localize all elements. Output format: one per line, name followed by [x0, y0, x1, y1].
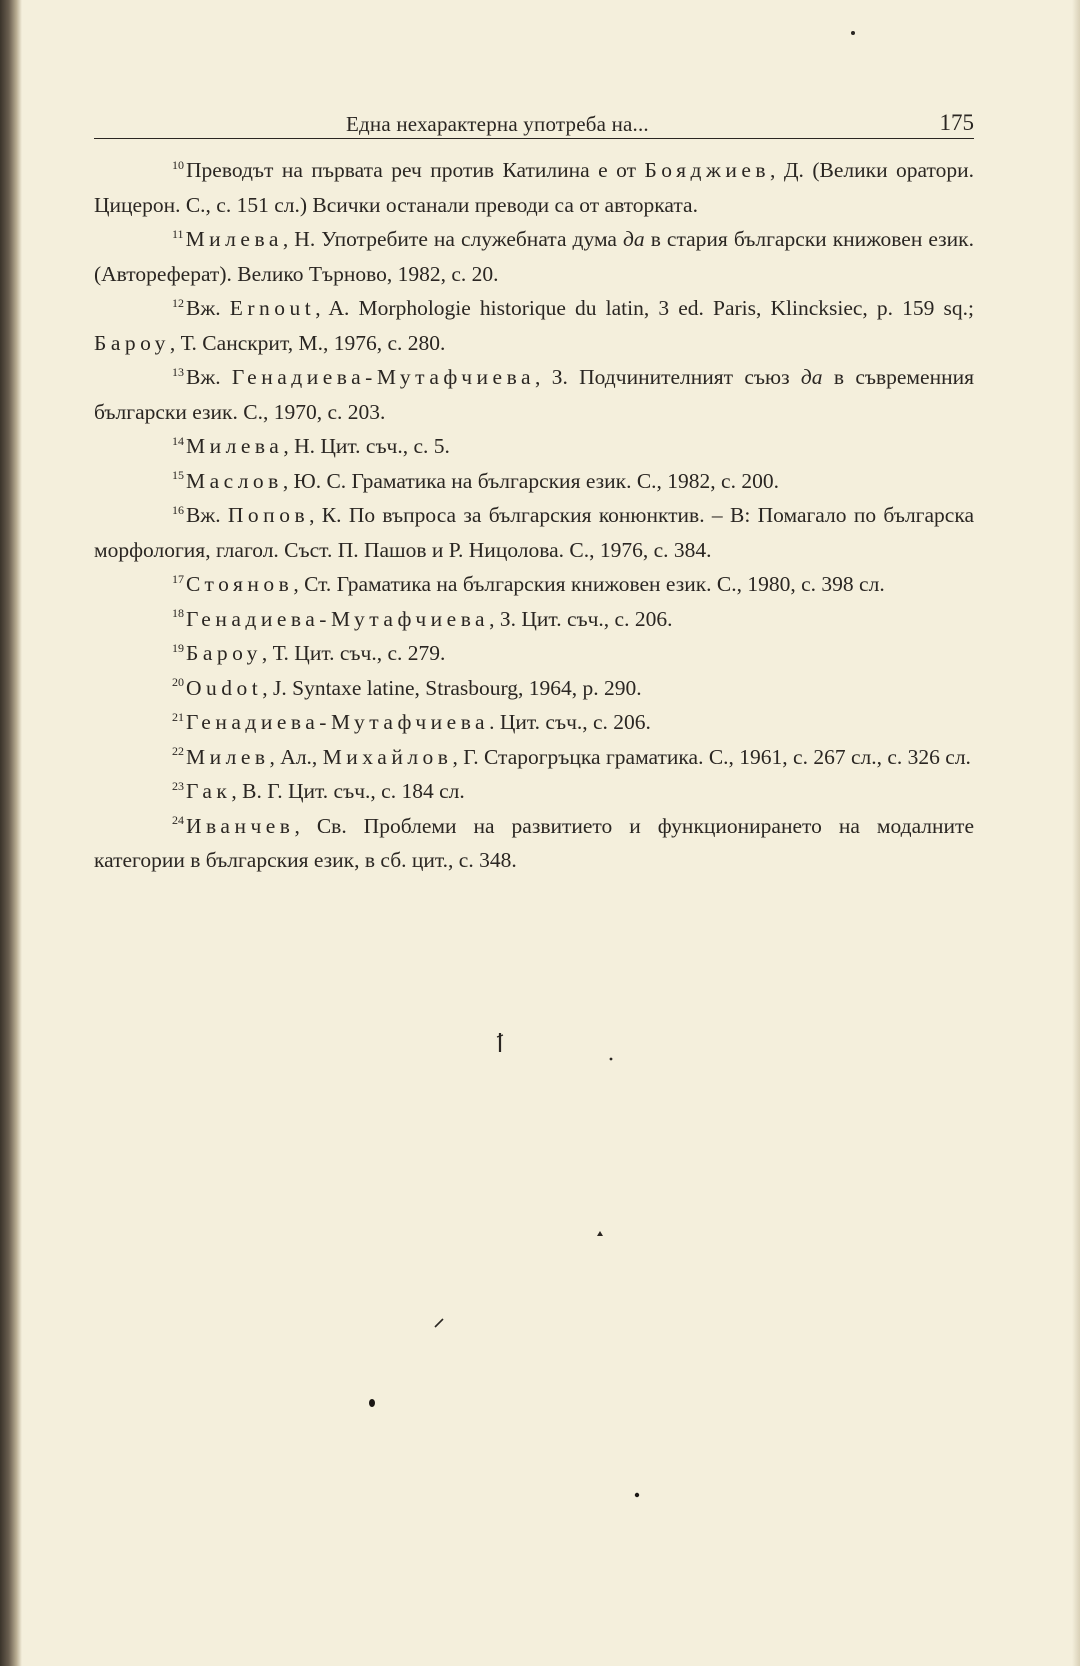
footnote-number: 10: [172, 157, 184, 172]
footnote-text: Вж.: [186, 503, 228, 527]
author-name: Стоянов: [186, 572, 294, 596]
footnote-text: , Ю. С. Граматика на българския език. С., 1982, с. 200.: [282, 468, 779, 493]
page-number: 175: [939, 110, 974, 135]
footnote-21: [94, 705, 974, 740]
footnote-text: Преводът на първата реч против Катилина е от: [186, 158, 645, 182]
footnote-text: в съвременния български език. С., 1970, с. 203.: [94, 365, 974, 424]
footnote-number: 17: [172, 571, 184, 586]
footnote-text: , Н. Цит. съч., с. 5.: [283, 434, 450, 458]
running-title: Една нехарактерна употреба на...: [346, 112, 649, 136]
footnotes: [94, 153, 974, 878]
footnote-text: , A. Morphologie historique du latin, 3 ed. Paris, Klincksiec, p. 159 sq.;: [315, 296, 974, 320]
author-name: Михайлов: [322, 744, 453, 769]
footnote-text: , Ст. Граматика на българския книжовен език. С., 1980, с. 398 сл.: [293, 572, 885, 596]
footnote-number: 21: [172, 709, 184, 724]
footnote-15: [94, 464, 974, 499]
footnote-11: [94, 222, 974, 291]
footnote-text: Вж.: [186, 365, 232, 389]
footnote-number: 24: [172, 813, 184, 828]
page-edge: [1072, 0, 1080, 1666]
footnote-text: , Т. Санскрит, М., 1976, с. 280.: [169, 330, 446, 355]
footnote-text: . Цит. съч., с. 206.: [489, 710, 651, 734]
footnote-number: 15: [172, 468, 184, 483]
term-italic: да: [800, 365, 823, 389]
footnote-text: , J. Syntaxe latine, Strasbourg, 1964, p. 290.: [262, 675, 642, 700]
term-italic: да: [623, 227, 645, 251]
author-name: Милева: [185, 227, 283, 251]
footnote-number: 19: [172, 640, 184, 655]
footnote-14: [94, 429, 974, 464]
footnote-22: [94, 740, 974, 775]
footnote-text: , Д. (Велики оратори. Цицерон. С., с. 151 сл.) Всички останали преводи са от авторката.: [94, 158, 974, 217]
ink-speck: [850, 30, 856, 36]
ink-speck: [596, 1230, 604, 1238]
footnote-number: 12: [172, 295, 184, 310]
footnote-number: 20: [172, 675, 184, 690]
footnote-text: , В. Г. Цит. съч., с. 184 сл.: [231, 779, 465, 803]
author-name: Генадиева-Мутафчиева: [231, 365, 535, 389]
footnote-text: , Г. Старогръцка граматика. С., 1961, с. 267 сл., с. 326 сл.: [452, 744, 971, 769]
ink-speck: [608, 1056, 614, 1062]
footnote-18: [94, 602, 974, 637]
author-name: Милева: [186, 434, 284, 458]
ink-speck: [368, 1398, 376, 1408]
author-name: Маслов: [186, 468, 283, 493]
footnote-20: [94, 671, 974, 706]
author-name: Гак: [186, 779, 232, 803]
author-name: Иванчев: [186, 813, 295, 838]
ink-speck: [434, 1318, 444, 1328]
footnote-text: , Т. Цит. съч., с. 279.: [261, 641, 446, 665]
author-name: Бароу: [186, 641, 262, 665]
ink-speck: [634, 1492, 640, 1498]
author-name: Oudot: [186, 675, 263, 700]
author-name: Генадиева-Мутафчиева: [186, 710, 490, 734]
footnote-number: 14: [172, 433, 184, 448]
footnote-12: [94, 291, 974, 360]
binding-shadow: [0, 0, 22, 1666]
author-name: Ernout: [229, 296, 316, 320]
author-name: Бароу: [94, 330, 170, 355]
footnote-17: [94, 567, 974, 602]
footnote-24: [94, 809, 974, 878]
author-name: Милев: [186, 744, 270, 769]
footnote-number: 23: [172, 778, 184, 793]
footnote-text: в стария български книжовен език. (Автореферат). Велико Търново, 1982, с. 20.: [94, 227, 975, 286]
footnote-number: 18: [172, 606, 184, 621]
footnote-text: , Н. Употребите на служебната дума: [282, 227, 624, 251]
footnote-10: [94, 153, 974, 222]
footnote-text: , Св. Проблеми на развитието и функционирането на модалните категории в българския език, в сб. цит., с. 348.: [94, 813, 974, 872]
ink-speck: [496, 1032, 504, 1054]
footnote-text: , З. Цит. съч., с. 206.: [489, 606, 673, 631]
footnote-16: [94, 498, 974, 567]
footnote-number: 11: [172, 226, 184, 241]
footnote-13: [94, 360, 974, 429]
running-head: [94, 110, 974, 139]
footnote-23: [94, 774, 974, 809]
footnote-number: 13: [172, 364, 184, 379]
footnote-number: 22: [172, 744, 184, 759]
footnote-text: , К. По въпроса за българския конюнктив. – В: Помагало по българска морфология, глагол. Съст. П. Пашов и Р. Ницолова. С., 1976, с. 384.: [94, 503, 974, 562]
footnote-text: , З. Подчинителният съюз: [535, 365, 801, 389]
footnote-number: 16: [172, 502, 184, 517]
author-name: Генадиева-Мутафчиева: [186, 606, 490, 631]
footnote-text: , Ал.,: [269, 744, 323, 769]
footnote-19: [94, 636, 974, 671]
author-name: Попов: [227, 503, 310, 527]
footnote-text: Вж.: [186, 296, 230, 320]
author-name: Бояджиев: [644, 158, 771, 182]
